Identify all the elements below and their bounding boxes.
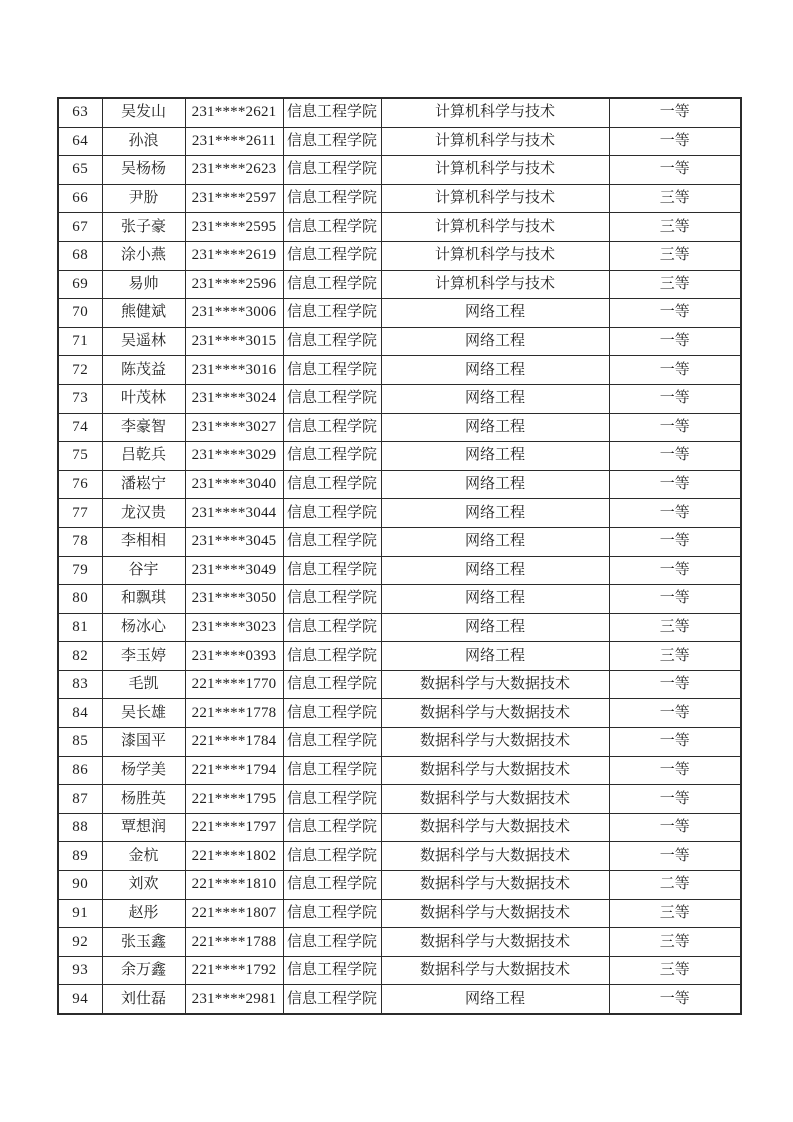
cell-serial-number: 88 [58,813,102,842]
cell-major: 计算机科学与技术 [381,270,609,299]
cell-college: 信息工程学院 [283,499,381,528]
table-row [58,299,741,328]
cell-serial-number: 87 [58,785,102,814]
cell-award-level: 一等 [609,470,741,499]
cell-student-name: 余万鑫 [102,956,185,985]
cell-serial-number: 70 [58,299,102,328]
cell-major: 计算机科学与技术 [381,156,609,185]
cell-student-name: 吴长雄 [102,699,185,728]
cell-serial-number: 80 [58,585,102,614]
cell-college: 信息工程学院 [283,785,381,814]
cell-major: 网络工程 [381,327,609,356]
cell-student-id-masked: 221****1810 [185,871,283,900]
cell-college: 信息工程学院 [283,928,381,957]
cell-major: 网络工程 [381,413,609,442]
cell-serial-number: 67 [58,213,102,242]
cell-college: 信息工程学院 [283,813,381,842]
cell-serial-number: 65 [58,156,102,185]
cell-serial-number: 82 [58,642,102,671]
cell-serial-number: 84 [58,699,102,728]
cell-major: 网络工程 [381,556,609,585]
cell-college: 信息工程学院 [283,585,381,614]
award-table-body [58,98,741,1014]
cell-award-level: 一等 [609,585,741,614]
table-row [58,785,741,814]
cell-major: 计算机科学与技术 [381,213,609,242]
cell-award-level: 一等 [609,756,741,785]
cell-student-id-masked: 231****3006 [185,299,283,328]
cell-award-level: 一等 [609,699,741,728]
table-row [58,728,741,757]
cell-college: 信息工程学院 [283,871,381,900]
cell-award-level: 三等 [609,928,741,957]
cell-award-level: 三等 [609,184,741,213]
cell-award-level: 三等 [609,642,741,671]
cell-award-level: 一等 [609,327,741,356]
cell-college: 信息工程学院 [283,127,381,156]
cell-student-id-masked: 231****2611 [185,127,283,156]
table-row [58,156,741,185]
cell-serial-number: 73 [58,384,102,413]
cell-student-id-masked: 221****1807 [185,899,283,928]
cell-student-name: 覃想润 [102,813,185,842]
table-row [58,527,741,556]
cell-student-name: 吴发山 [102,98,185,127]
table-row [58,813,741,842]
cell-serial-number: 85 [58,728,102,757]
cell-college: 信息工程学院 [283,756,381,785]
cell-serial-number: 93 [58,956,102,985]
table-row [58,985,741,1014]
cell-student-name: 杨冰心 [102,613,185,642]
cell-student-id-masked: 221****1778 [185,699,283,728]
cell-major: 网络工程 [381,442,609,471]
cell-major: 数据科学与大数据技术 [381,928,609,957]
cell-student-id-masked: 221****1795 [185,785,283,814]
cell-award-level: 一等 [609,985,741,1014]
cell-major: 网络工程 [381,499,609,528]
table-row [58,413,741,442]
cell-major: 数据科学与大数据技术 [381,842,609,871]
cell-major: 数据科学与大数据技术 [381,670,609,699]
cell-major: 数据科学与大数据技术 [381,785,609,814]
cell-college: 信息工程学院 [283,556,381,585]
cell-major: 数据科学与大数据技术 [381,871,609,900]
cell-student-name: 漆国平 [102,728,185,757]
cell-award-level: 一等 [609,98,741,127]
cell-serial-number: 77 [58,499,102,528]
cell-student-name: 吴遥林 [102,327,185,356]
cell-student-name: 杨胜英 [102,785,185,814]
cell-college: 信息工程学院 [283,356,381,385]
cell-student-name: 孙浪 [102,127,185,156]
cell-student-name: 李豪智 [102,413,185,442]
cell-award-level: 一等 [609,842,741,871]
cell-major: 数据科学与大数据技术 [381,728,609,757]
cell-student-name: 和飘琪 [102,585,185,614]
table-row [58,699,741,728]
cell-student-id-masked: 231****2623 [185,156,283,185]
cell-student-name: 李玉婷 [102,642,185,671]
table-row [58,470,741,499]
cell-college: 信息工程学院 [283,899,381,928]
cell-student-name: 金杭 [102,842,185,871]
cell-serial-number: 89 [58,842,102,871]
cell-student-name: 涂小燕 [102,241,185,270]
cell-serial-number: 90 [58,871,102,900]
cell-serial-number: 64 [58,127,102,156]
cell-student-name: 叶茂林 [102,384,185,413]
table-row [58,928,741,957]
cell-serial-number: 94 [58,985,102,1014]
cell-serial-number: 68 [58,241,102,270]
cell-student-id-masked: 221****1792 [185,956,283,985]
table-row [58,556,741,585]
cell-serial-number: 78 [58,527,102,556]
cell-serial-number: 81 [58,613,102,642]
table-row [58,327,741,356]
cell-serial-number: 72 [58,356,102,385]
cell-award-level: 三等 [609,613,741,642]
cell-award-level: 一等 [609,413,741,442]
cell-student-id-masked: 231****3024 [185,384,283,413]
cell-student-id-masked: 231****2596 [185,270,283,299]
cell-student-id-masked: 231****2619 [185,241,283,270]
cell-student-id-masked: 231****3027 [185,413,283,442]
cell-student-id-masked: 231****0393 [185,642,283,671]
award-table [57,97,742,1015]
cell-student-name: 陈茂益 [102,356,185,385]
cell-major: 计算机科学与技术 [381,241,609,270]
cell-student-name: 毛凯 [102,670,185,699]
cell-award-level: 一等 [609,527,741,556]
cell-serial-number: 63 [58,98,102,127]
cell-serial-number: 92 [58,928,102,957]
cell-college: 信息工程学院 [283,699,381,728]
table-row [58,184,741,213]
cell-award-level: 一等 [609,384,741,413]
cell-college: 信息工程学院 [283,956,381,985]
cell-major: 数据科学与大数据技术 [381,899,609,928]
cell-college: 信息工程学院 [283,156,381,185]
cell-college: 信息工程学院 [283,413,381,442]
cell-student-name: 尹朌 [102,184,185,213]
cell-college: 信息工程学院 [283,213,381,242]
table-row [58,384,741,413]
cell-college: 信息工程学院 [283,184,381,213]
cell-college: 信息工程学院 [283,613,381,642]
cell-college: 信息工程学院 [283,985,381,1014]
cell-student-id-masked: 221****1802 [185,842,283,871]
cell-college: 信息工程学院 [283,470,381,499]
cell-award-level: 一等 [609,299,741,328]
cell-award-level: 一等 [609,813,741,842]
cell-college: 信息工程学院 [283,384,381,413]
cell-student-id-masked: 231****3050 [185,585,283,614]
cell-college: 信息工程学院 [283,241,381,270]
table-row [58,842,741,871]
cell-student-id-masked: 221****1784 [185,728,283,757]
cell-award-level: 一等 [609,556,741,585]
cell-award-level: 一等 [609,728,741,757]
cell-student-name: 李相相 [102,527,185,556]
cell-student-name: 吕乾兵 [102,442,185,471]
cell-award-level: 一等 [609,356,741,385]
table-row [58,642,741,671]
cell-student-id-masked: 231****3016 [185,356,283,385]
cell-award-level: 一等 [609,127,741,156]
cell-student-name: 张玉鑫 [102,928,185,957]
cell-student-id-masked: 231****3045 [185,527,283,556]
cell-award-level: 一等 [609,499,741,528]
cell-serial-number: 75 [58,442,102,471]
table-row [58,356,741,385]
cell-major: 计算机科学与技术 [381,127,609,156]
cell-college: 信息工程学院 [283,642,381,671]
cell-student-id-masked: 231****3049 [185,556,283,585]
cell-student-name: 潘崧宁 [102,470,185,499]
cell-major: 网络工程 [381,356,609,385]
cell-student-id-masked: 221****1797 [185,813,283,842]
table-row [58,98,741,127]
cell-student-name: 杨学美 [102,756,185,785]
table-row [58,499,741,528]
cell-student-name: 龙汉贵 [102,499,185,528]
cell-serial-number: 66 [58,184,102,213]
cell-serial-number: 71 [58,327,102,356]
cell-student-id-masked: 231****2981 [185,985,283,1014]
cell-student-name: 刘欢 [102,871,185,900]
cell-award-level: 三等 [609,241,741,270]
cell-serial-number: 76 [58,470,102,499]
cell-award-level: 二等 [609,871,741,900]
cell-student-id-masked: 231****3023 [185,613,283,642]
cell-award-level: 三等 [609,213,741,242]
table-row [58,956,741,985]
cell-student-name: 熊健斌 [102,299,185,328]
cell-college: 信息工程学院 [283,98,381,127]
cell-award-level: 一等 [609,156,741,185]
cell-college: 信息工程学院 [283,270,381,299]
cell-student-id-masked: 231****3040 [185,470,283,499]
cell-major: 网络工程 [381,527,609,556]
cell-major: 网络工程 [381,470,609,499]
cell-college: 信息工程学院 [283,527,381,556]
cell-student-id-masked: 231****2621 [185,98,283,127]
cell-student-name: 刘仕磊 [102,985,185,1014]
cell-major: 网络工程 [381,384,609,413]
table-row [58,756,741,785]
cell-serial-number: 74 [58,413,102,442]
cell-college: 信息工程学院 [283,728,381,757]
table-row [58,871,741,900]
cell-major: 数据科学与大数据技术 [381,699,609,728]
cell-college: 信息工程学院 [283,842,381,871]
cell-major: 数据科学与大数据技术 [381,813,609,842]
cell-college: 信息工程学院 [283,327,381,356]
table-row [58,241,741,270]
cell-award-level: 三等 [609,899,741,928]
cell-student-name: 吴杨杨 [102,156,185,185]
cell-award-level: 三等 [609,956,741,985]
cell-student-name: 易帅 [102,270,185,299]
cell-award-level: 一等 [609,670,741,699]
cell-major: 数据科学与大数据技术 [381,956,609,985]
cell-award-level: 一等 [609,785,741,814]
cell-student-id-masked: 231****2595 [185,213,283,242]
table-row [58,127,741,156]
cell-student-name: 谷宇 [102,556,185,585]
cell-college: 信息工程学院 [283,670,381,699]
cell-student-id-masked: 221****1770 [185,670,283,699]
cell-major: 网络工程 [381,613,609,642]
cell-major: 网络工程 [381,985,609,1014]
cell-student-id-masked: 221****1794 [185,756,283,785]
cell-major: 网络工程 [381,585,609,614]
cell-student-id-masked: 231****3044 [185,499,283,528]
cell-major: 计算机科学与技术 [381,184,609,213]
table-row [58,899,741,928]
cell-serial-number: 79 [58,556,102,585]
cell-major: 计算机科学与技术 [381,98,609,127]
cell-major: 数据科学与大数据技术 [381,756,609,785]
cell-award-level: 三等 [609,270,741,299]
cell-serial-number: 91 [58,899,102,928]
cell-student-id-masked: 231****3029 [185,442,283,471]
table-row [58,270,741,299]
table-row [58,613,741,642]
cell-student-id-masked: 231****2597 [185,184,283,213]
table-row [58,670,741,699]
cell-major: 网络工程 [381,642,609,671]
cell-student-name: 赵彤 [102,899,185,928]
cell-serial-number: 83 [58,670,102,699]
cell-college: 信息工程学院 [283,442,381,471]
cell-college: 信息工程学院 [283,299,381,328]
cell-major: 网络工程 [381,299,609,328]
cell-award-level: 一等 [609,442,741,471]
cell-student-id-masked: 221****1788 [185,928,283,957]
table-row [58,585,741,614]
table-row [58,213,741,242]
cell-serial-number: 69 [58,270,102,299]
cell-serial-number: 86 [58,756,102,785]
table-row [58,442,741,471]
cell-student-name: 张子豪 [102,213,185,242]
cell-student-id-masked: 231****3015 [185,327,283,356]
